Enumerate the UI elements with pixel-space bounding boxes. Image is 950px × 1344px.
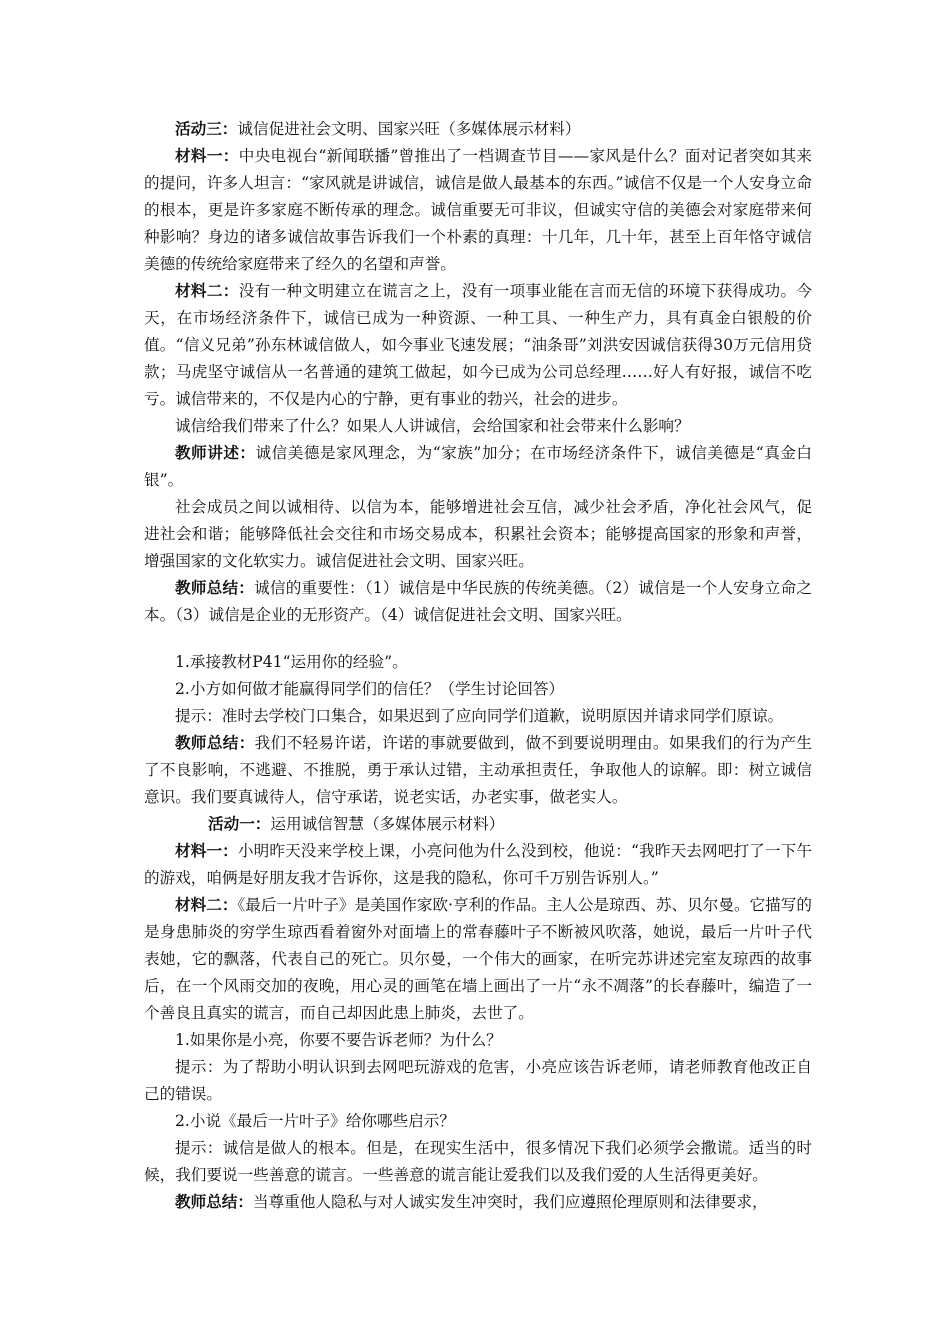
hint-paragraph — [144, 703, 812, 730]
question-item — [144, 676, 812, 703]
material-two-paragraph — [144, 892, 812, 1027]
paragraph-text: 诚信给我们带来了什么？如果人人讲诚信，会给国家和社会带来什么影响？ — [175, 417, 690, 435]
paragraph-label: 材料一： — [175, 842, 238, 860]
paragraph-label: 活动三： — [175, 120, 238, 138]
paragraph-text: 诚信的重要性：（1）诚信是中华民族的传统美德。（2）诚信是一个人安身立命之本。（3）诚信是企业的无形资产。（4）诚信促进社会文明、国家兴旺。 — [144, 579, 812, 624]
paragraph-text: 1.承接教材P41“运用你的经验”。 — [175, 653, 408, 671]
teacher-explanation-paragraph — [144, 440, 812, 494]
paragraph-text: 当尊重他人隐私与对人诚实发生冲突时，我们应遵照伦理原则和法律要求， — [252, 1193, 768, 1211]
paragraph-label: 教师讲述： — [175, 444, 256, 462]
activity-three-heading — [144, 116, 812, 143]
paragraph-text: 没有一种文明建立在谎言之上，没有一项事业能在言而无信的环境下获得成功。今天，在市场经济条件下，诚信已成为一种资源、一种工具、一种生产力，具有真金白银般的价值。“信义兄弟”孙东林诚信做人，如今事业飞速发展；“油条哥”刘洪安因诚信获得30万元信用贷款；马虎坚守诚信从一名普通的建筑工做起，如今已成为公司总经理……好人有好报，诚信不吃亏。诚信带来的，不仅是内心的宁静，更有事业的勃兴，社会的进步。 — [144, 282, 812, 408]
paragraph-text: 中央电视台“新闻联播”曾推出了一档调查节目——家风是什么？面对记者突如其来的提问，许多人坦言：“家风就是讲诚信，诚信是做人最基本的东西。”诚信不仅是一个人安身立命的根本，更是许多家庭不断传承的理念。诚信重要无可非议，但诚实守信的美德会对家庭带来何种影响？身边的诸多诚信故事告诉我们一个朴素的真理：十几年，几十年，甚至上百年恪守诚信美德的传统给家庭带来了经久的名望和声誉。 — [144, 147, 812, 273]
teacher-summary-paragraph — [144, 575, 812, 629]
paragraph-text: 《最后一片叶子》是美国作家欧·亨利的作品。主人公是琼西、苏、贝尔曼。它描写的是身患肺炎的穷学生琼西看着窗外对面墙上的常春藤叶子不断被风吹落，她说，最后一片叶子代表她，它的飘落，代表自己的死亡。贝尔曼，一个伟大的画家，在听完苏讲述完室友琼西的故事后，在一个风雨交加的夜晚，用心灵的画笔在墙上画出了一片“永不凋落”的长春藤叶，编造了一个善良且真实的谎言，而自己却因此患上肺炎，去世了。 — [144, 896, 812, 1022]
question-paragraph — [144, 413, 812, 440]
paragraph-text: 提示：诚信是做人的根本。但是，在现实生活中，很多情况下我们必须学会撒谎。适当的时候，我们要说一些善意的谎言。一些善意的谎言能让爱我们以及我们爱的人生活得更美好。 — [144, 1139, 812, 1184]
activity-one-heading — [144, 811, 812, 838]
paragraph-text: 社会成员之间以诚相待、以信为本，能够增进社会互信，减少社会矛盾，净化社会风气，促进社会和谐；能够降低社会交往和市场交易成本，积累社会资本；能够提高国家的形象和声誉，增强国家的文化软实力。诚信促进社会文明、国家兴旺。 — [144, 498, 812, 570]
paragraph-label: 材料二： — [175, 282, 239, 300]
paragraph-text: 诚信促进社会文明、国家兴旺（多媒体展示材料） — [237, 120, 581, 138]
hint-paragraph — [144, 1054, 812, 1108]
material-one-paragraph — [144, 143, 812, 278]
paragraph-text: 2.小说《最后一片叶子》给你哪些启示？ — [175, 1112, 455, 1130]
paragraph-label: 材料一： — [175, 147, 239, 165]
question-item — [144, 1027, 812, 1054]
paragraph-label: 活动一： — [208, 815, 271, 833]
section-gap — [144, 629, 812, 649]
material-two-paragraph — [144, 278, 812, 413]
question-item — [144, 1108, 812, 1135]
paragraph-text: 提示：准时去学校门口集合，如果迟到了应向同学们道歉，说明原因并请求同学们原谅。 — [175, 707, 784, 725]
paragraph-text: 提示：为了帮助小明认识到去网吧玩游戏的危害，小亮应该告诉老师，请老师教育他改正自己的错误。 — [144, 1058, 812, 1103]
material-one-paragraph — [144, 838, 812, 892]
paragraph-text: 小明昨天没来学校上课，小亮问他为什么没到校，他说：“我昨天去网吧打了一下午的游戏，咱俩是好朋友我才告诉你，这是我的隐私，你可千万别告诉别人。” — [144, 842, 812, 887]
paragraph-text: 运用诚信智慧（多媒体展示材料） — [270, 815, 505, 833]
textbook-item — [144, 649, 812, 676]
paragraph-text: 1.如果你是小亮，你要不要告诉老师？为什么？ — [175, 1031, 502, 1049]
teacher-summary-paragraph — [144, 1189, 812, 1216]
paragraph-label: 材料二： — [175, 896, 238, 914]
hint-paragraph — [144, 1135, 812, 1189]
society-paragraph — [144, 494, 812, 575]
paragraph-text: 我们不轻易许诺，许诺的事就要做到，做不到要说明理由。如果我们的行为产生了不良影响，不逃避、不推脱，勇于承认过错，主动承担责任，争取他人的谅解。即：树立诚信意识。我们要真诚待人，信守承诺，说老实话，办老实事，做老实人。 — [144, 734, 812, 806]
paragraph-text: 诚信美德是家风理念，为“家族”加分；在市场经济条件下，诚信美德是“真金白银”。 — [144, 444, 812, 489]
paragraph-label: 教师总结： — [175, 1193, 253, 1211]
paragraph-label: 教师总结： — [175, 734, 255, 752]
paragraph-label: 教师总结： — [175, 579, 255, 597]
paragraph-text: 2.小方如何做才能赢得同学们的信任？（学生讨论回答） — [175, 680, 565, 698]
teacher-summary-paragraph — [144, 730, 812, 811]
